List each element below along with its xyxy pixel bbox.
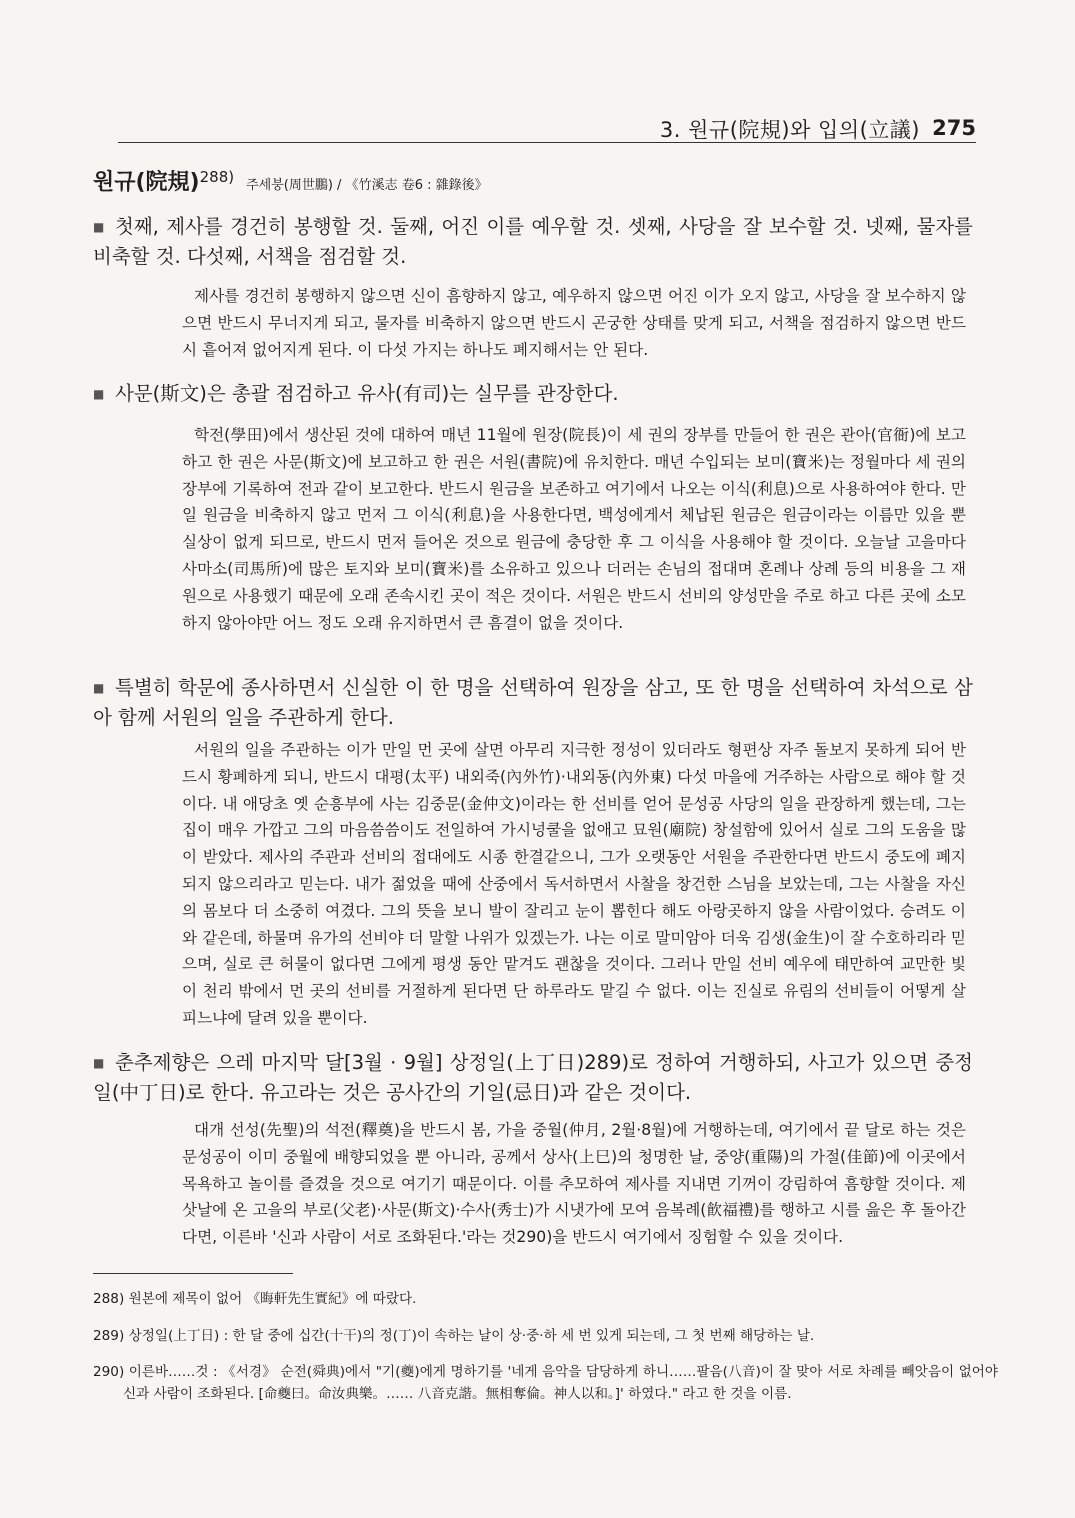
footnote: 288) 원본에 제목이 없어 《晦軒先生實紀》에 따랐다. — [93, 1291, 417, 1307]
footnote: 290) 이른바……것 : 《서경》 순전(舜典)에서 "기(夔)에게 명하기를 '네게 음악을 담당하게 하니……팔음(八音)이 잘 맞아 서로 차례를 빼앗음이 없어야 신과 사람이 조화된다. [命夔曰。命汝典樂。…… 八音克諧。無相奪倫。神人以和。]' 하였다." 라고 한 것을 이름. — [93, 1364, 998, 1402]
bullet-icon: ■ — [93, 387, 105, 401]
bullet-icon: ■ — [93, 1056, 105, 1070]
chapter-title: 3. 원규(院規)와 입의(立議) — [659, 118, 920, 142]
rule-text: 특별히 학문에 종사하면서 신실한 이 한 명을 선택하여 원장을 삼고, 또 한 명을 선택하여 차석으로 삼아 함께 서원의 일을 주관하게 한다. — [93, 676, 973, 729]
article-title: 원규(院規) — [93, 170, 200, 195]
footnote-ref: 288) — [199, 168, 235, 186]
page-number: 275 — [932, 116, 976, 140]
commentary-text: 서원의 일을 주관하는 이가 만일 먼 곳에 살면 아무리 지극한 정성이 있더라도 형편상 자주 돌보지 못하게 되어 반드시 황폐하게 되니, 반드시 대평(太平) 내외죽(內外竹)·내외동(內外東) 다섯 마을에 거주하는 사람으로 해야 할 것이다. 내 애당초 옛 순흥부에 사는 김중문(金仲文)이라는 한 선비를 얻어 문성공 사당의 일을 관장하게 했는데, 그는 집이 매우 가깝고 그의 마음씀씀이도 전일하여 가시넝쿨을 없애고 묘원(廟院) 창설함에 있어서 실로 그의 도움을 많이 받았다. 제사의 주관과 선비의 접대에도 시종 한결같으니, 그가 오랫동안 서원을 주관한다면 반드시 중도에 폐지되지 않으리라고 믿는다. 내가 젊었을 때에 산중에서 독서하면서 사찰을 창건한 스님을 보았는데, 그는 사찰을 자신의 몸보다 더 소중히 여겼다. 그의 뜻을 보니 발이 잘리고 눈이 뽑힌다 해도 아랑곳하지 않을 사람이었다. 승려도 이와 같은데, 하물며 유가의 선비야 더 말할 나위가 있겠는가. 나는 이로 말미암아 더욱 김생(金生)이 잘 수호하리라 믿으며, 실로 큰 허물이 없다면 그에게 평생 동안 맡겨도 괜찮을 것이다. 그러나 만일 선비 예우에 태만하여 교만한 빛이 천리 밖에서 먼 곳의 선비를 거절하게 된다면 단 하루라도 맡길 수 없다. 이는 진실로 유림의 선비들이 어떻게 살피느냐에 달려 있을 뿐이다. — [182, 741, 966, 1027]
commentary-text: 대개 선성(先聖)의 석전(釋奠)을 반드시 봄, 가을 중월(仲月, 2월·8월)에 거행하는데, 여기에서 끝 달로 하는 것은 문성공이 이미 중월에 배향되었을 뿐 아니라, 공께서 상사(上巳)의 청명한 날, 중양(重陽)의 가절(佳節)에 이곳에서 목욕하고 놀이를 즐겼을 것으로 여기기 때문이다. 이를 추모하여 제사를 지내면 기꺼이 강림하여 흠향할 것이다. 제삿날에 온 고을의 부로(父老)·사문(斯文)·수사(秀士)가 시냇가에 모여 음복례(飮福禮)를 행하고 시를 읊은 후 돌아간다면, 이른바 '신과 사람이 서로 조화된다.'라는 것290)을 반드시 여기에서 징험할 수 있을 것이다. — [182, 1121, 966, 1247]
rule-text: 춘추제향은 으레 마지막 달[3월 · 9월] 상정일(上丁日)289)로 정하여 거행하되, 사고가 있으면 중정일(中丁日)로 한다. 유고라는 것은 공사간의 기일(忌日)과 같은 것이다. — [93, 1051, 973, 1104]
footnote-divider — [93, 1273, 293, 1274]
rule-text: 첫째, 제사를 경건히 봉행할 것. 둘째, 어진 이를 예우할 것. 셋째, 사당을 잘 보수할 것. 넷째, 물자를 비축할 것. 다섯째, 서책을 점검할 것. — [93, 215, 973, 268]
footnote: 289) 상정일(上丁日) : 한 달 중에 십간(十干)의 정(丁)이 속하는 날이 상·중·하 세 번 있게 되는데, 그 첫 번째 해당하는 날. — [93, 1328, 815, 1344]
running-header — [118, 108, 976, 143]
rule-text: 사문(斯文)은 총괄 점검하고 유사(有司)는 실무를 관장한다. — [115, 382, 619, 405]
bullet-icon: ■ — [93, 220, 105, 234]
bullet-icon: ■ — [93, 681, 105, 695]
commentary-text: 제사를 경건히 봉행하지 않으면 신이 흠향하지 않고, 예우하지 않으면 어진 이가 오지 않고, 사당을 잘 보수하지 않으면 반드시 무너지게 되고, 물자를 비축하지 않으면 반드시 곤궁한 상태를 맞게 되고, 서책을 점검하지 않으면 반드시 흩어져 없어지게 된다. 이 다섯 가지는 하나도 폐지해서는 안 된다. — [182, 287, 966, 359]
commentary-text: 학전(學田)에서 생산된 것에 대하여 매년 11월에 원장(院長)이 세 권의 장부를 만들어 한 권은 관아(官衙)에 보고하고 한 권은 사문(斯文)에 보고하고 한 권은 서원(書院)에 유치한다. 매년 수입되는 보미(寶米)는 정월마다 세 권의 장부에 기록하여 전과 같이 보고한다. 반드시 원금을 보존하고 여기에서 나오는 이식(利息)으로 사용하여야 한다. 만일 원금을 비축하지 않고 먼저 그 이식(利息)을 사용한다면, 백성에게서 체납된 원금은 원금이라는 이름만 있을 뿐 실상이 없게 되므로, 반드시 먼저 들어온 것으로 원금에 충당한 후 그 이식을 사용해야 할 것이다. 오늘날 고을마다 사마소(司馬所)에 많은 토지와 보미(寶米)를 소유하고 있으나 더러는 손님의 접대며 혼례나 상례 등의 비용을 그 재원으로 사용했기 때문에 오래 존속시킨 곳이 적은 것이다. 서원은 반드시 선비의 양성만을 주로 하고 다른 곳에 소모하지 않아야만 어느 정도 오래 유지하면서 큰 흠결이 없을 것이다. — [182, 426, 966, 632]
article-heading — [93, 165, 488, 196]
article-source: 주세붕(周世鵬) / 《竹溪志 卷6 : 雜錄後》 — [246, 178, 488, 193]
